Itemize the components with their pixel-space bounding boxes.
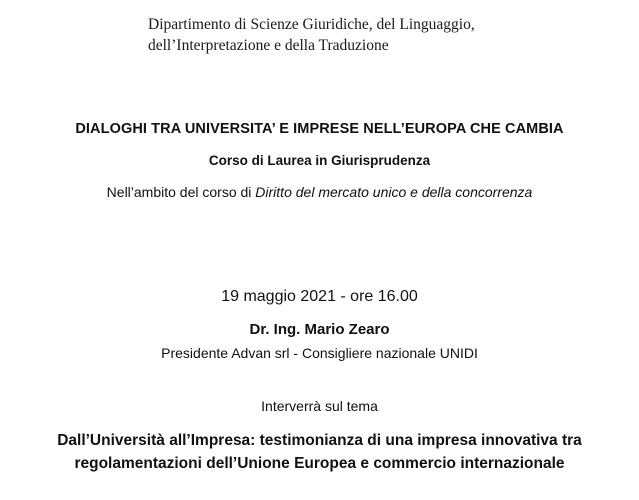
topic-intro: Interverrà sul tema [261,398,378,414]
event-title: DIALOGHI TRA UNIVERSITA’ E IMPRESE NELL’EUROPA CHE CAMBIA [75,121,564,137]
talk-topic-line-2: regolamentazioni dell’Unione Europea e commercio internazionale [74,455,565,472]
course-context [0,184,639,200]
department-name-line-2: dell’Interpretazione e della Traduzione [148,37,389,54]
talk-topic-line-1: Dall’Università all’Impresa: testimonianza di una impresa innovativa tra [57,432,582,449]
speaker-role: Presidente Advan srl - Consigliere nazionale UNIDI [161,345,478,361]
speaker-name: Dr. Ing. Mario Zearo [249,321,390,338]
talk-topic [0,429,639,475]
course-context-name: Diritto del mercato unico e della concorrenza [255,184,533,200]
course-name: Corso di Laurea in Giurisprudenza [208,153,431,168]
event-date: 19 maggio 2021 - ore 16.00 [221,288,418,305]
department-header [148,14,618,56]
department-name-line-1: Dipartimento di Scienze Giuridiche, del Linguaggio, [148,16,475,33]
course-context-prefix: Nell’ambito del corso di [106,184,256,200]
